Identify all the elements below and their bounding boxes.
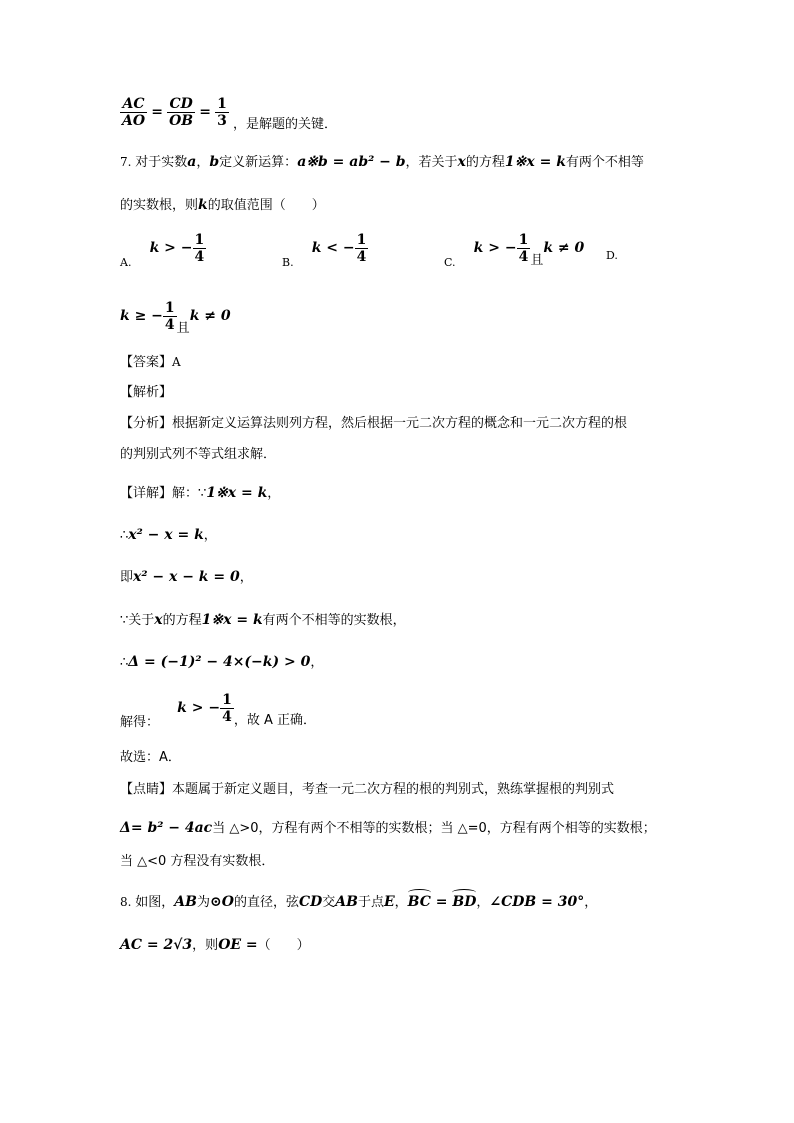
fenxi-line2: 的判别式列不等式组求解． (120, 447, 277, 462)
detail-line2: ∴x² − x = k， (120, 527, 217, 543)
arc-bd: BD (452, 894, 477, 910)
option-d[interactable]: k ≥ − $\frac{1}{4}$ 且k ≠ 0 (120, 300, 231, 336)
detail-line3: 即x² − x − k = 0， (120, 569, 253, 585)
q7-stem-line2: 的实数根，则k的取值范围（ ） (120, 197, 325, 213)
dianjing-line3: 当 △<0 方程没有实数根． (120, 854, 275, 869)
arc-bc: BC (407, 894, 431, 910)
dianjing-line1: 【点睛】本题属于新定义题目，考查一元二次方程的根的判别式，熟练掌握根的判别式 (120, 782, 615, 797)
fraction-ac-ao: $\frac{AC}{AO}$ (122, 96, 146, 129)
option-a[interactable]: $_{A.}$ k > − $\frac{1}{4}$ (120, 232, 205, 269)
fraction-cd-ob: $\frac{CD}{OB}$ (169, 96, 194, 129)
detail-line1: 【详解】解：∵1※x = k， (120, 485, 281, 501)
detail-line5: ∴Δ = (−1)² − 4×(−k) > 0， (120, 654, 324, 670)
fenxi-line1: 【分析】根据新定义运算法则列方程，然后根据一元二次方程的概念和一元二次方程的根 (120, 416, 628, 431)
answer-tag: 【答案】 (120, 355, 173, 370)
equation: 1※x = k (504, 154, 566, 170)
fraction-one-third: $\frac{1}{3}$ (217, 96, 227, 129)
q8-stem-line1: 8. 如图，AB为⊙O的直径，弦CD交AB于点E，BC = BD，∠CDB = 30°， (120, 894, 598, 910)
op-definition: a※b = ab² − b (297, 154, 406, 170)
prev-solution-tail: ，是解题的关键． (233, 117, 338, 132)
analysis-tag: 【解析】 (120, 385, 173, 400)
option-c[interactable]: $_{C.}$ k > − $\frac{1}{4}$ 且k ≠ 0 (444, 232, 585, 269)
q7-number: 7. (120, 155, 136, 169)
choose-line: 故选：A． (120, 750, 181, 765)
option-b[interactable]: $_{B.}$ k < − $\frac{1}{4}$ (282, 232, 367, 269)
detail-line4: ∵关于x的方程1※x = k有两个不相等的实数根， (120, 612, 406, 628)
prev-solution-line: $\frac{AC}{AO}$ = $\frac{CD}{OB}$ = $\frac{1}{3}$ ，是解题的关键． (122, 96, 338, 132)
q8-number: 8. (120, 895, 136, 909)
answer-line (120, 352, 181, 373)
q7-stem-line1: 7. 对于实数a，b定义新运算：a※b = ab² − b，若关于x的方程1※x = k有两个不相等 (120, 154, 644, 170)
option-d-label[interactable]: D. (606, 249, 618, 262)
dianjing-line2: Δ= b² − 4ac当 △>0，方程有两个不相等的实数根；当 △=0，方程有两个相等的实数根； (120, 820, 656, 836)
q8-stem-line2: AC = 2√3，则OE =（ ） (120, 937, 310, 953)
solve-line: 解得： k > − $\frac{1}{4}$ ，故 A 正确． (120, 692, 316, 730)
answer-value: A (172, 355, 181, 369)
